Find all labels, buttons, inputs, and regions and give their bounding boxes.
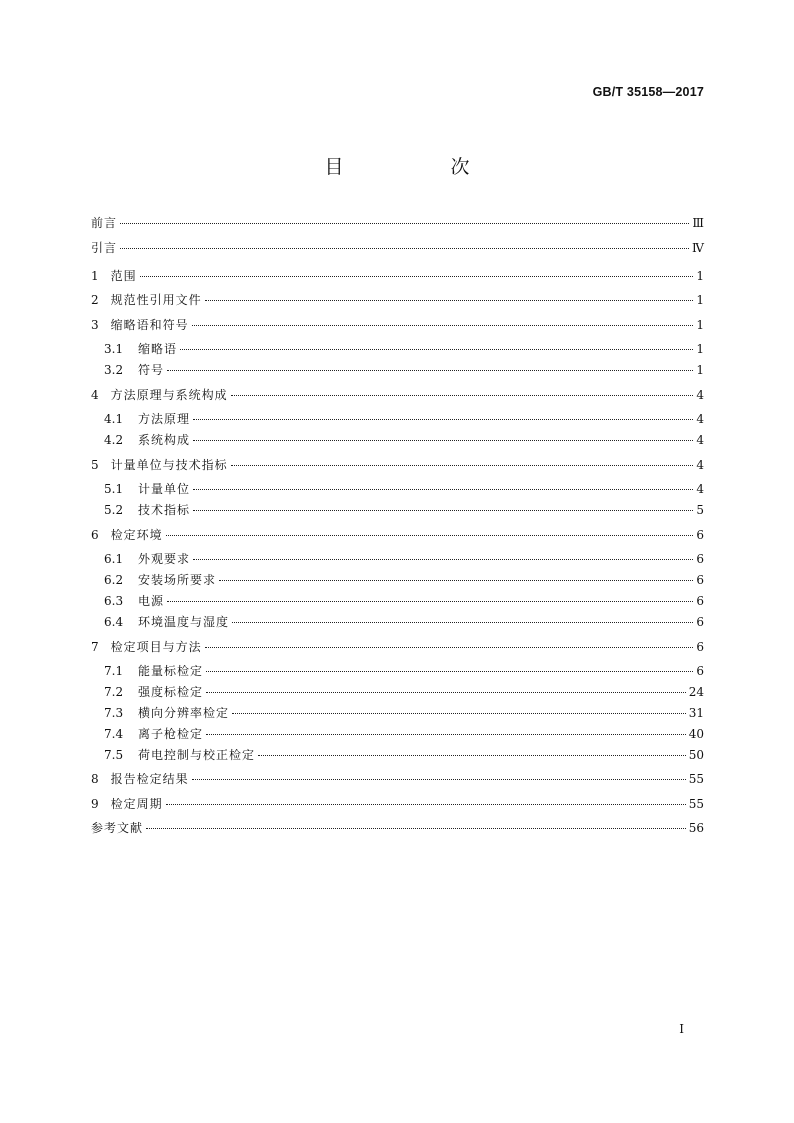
toc-entry-title: 安装场所要求 <box>138 573 217 587</box>
toc-entry-label <box>91 640 202 654</box>
toc-entry-number: 7.1 <box>104 664 124 678</box>
dot-leader <box>231 465 694 466</box>
toc-entry-number: 3.2 <box>104 363 124 377</box>
toc-entry-number: 9 <box>91 797 99 811</box>
toc-entry[interactable] <box>91 318 704 332</box>
toc-entry-title: 环境温度与湿度 <box>138 615 230 629</box>
dot-leader <box>193 419 693 420</box>
toc-entry-page: 4 <box>696 412 704 426</box>
toc-entry[interactable] <box>91 748 704 762</box>
toc-entry-number: 7.2 <box>104 685 124 699</box>
toc-entry[interactable] <box>91 640 704 654</box>
toc-entry-page: 24 <box>688 685 704 699</box>
toc-entry-page: 1 <box>696 318 704 332</box>
toc-entry-page: 50 <box>688 748 704 762</box>
toc-entry-number: 6.2 <box>104 573 124 587</box>
toc-entry-title: 缩略语 <box>138 342 178 356</box>
dot-leader <box>258 755 686 756</box>
toc-entry-page: 6 <box>696 640 704 654</box>
toc-entry-label <box>104 433 190 447</box>
toc-entry[interactable] <box>91 528 704 542</box>
dot-leader <box>167 601 693 602</box>
toc-entry-label <box>91 388 228 402</box>
standard-code: GB/T 35158—2017 <box>592 85 704 99</box>
toc-entry-label <box>104 482 190 496</box>
toc-entry-page: 4 <box>696 433 704 447</box>
toc-entry-number: 1 <box>91 269 99 283</box>
toc-entry[interactable] <box>91 363 704 377</box>
toc-entry-number: 5.2 <box>104 503 124 517</box>
toc-entry-number: 4.1 <box>104 412 124 426</box>
toc-entry[interactable] <box>91 458 704 472</box>
toc-entry-label <box>104 685 203 699</box>
toc-entry-title: 参考文献 <box>91 821 144 835</box>
toc-entry-label <box>104 615 229 629</box>
dot-leader <box>120 248 689 249</box>
toc-entry-title: 电源 <box>138 594 165 608</box>
toc-entry[interactable] <box>91 797 704 811</box>
toc-entry-title: 系统构成 <box>138 433 191 447</box>
toc-entry-title: 技术指标 <box>138 503 191 517</box>
toc-entry[interactable] <box>91 685 704 699</box>
toc-entry-page: 1 <box>696 269 704 283</box>
toc-entry-label <box>91 293 202 307</box>
toc-entry-page: Ⅲ <box>692 216 704 230</box>
dot-leader <box>193 559 693 560</box>
toc-entry-page: 40 <box>688 727 704 741</box>
dot-leader <box>192 779 686 780</box>
toc-entry[interactable] <box>91 664 704 678</box>
page-number: Ⅰ <box>679 1022 684 1036</box>
toc-entry-label <box>91 797 163 811</box>
toc-entry-number: 7.5 <box>104 748 124 762</box>
dot-leader <box>219 580 693 581</box>
toc-entry-number: 5 <box>91 458 99 472</box>
toc-entry[interactable] <box>91 342 704 356</box>
dot-leader <box>166 535 694 536</box>
toc-entry-title: 检定环境 <box>110 528 163 542</box>
toc-entry[interactable] <box>91 706 704 720</box>
toc-entry-title: 方法原理 <box>138 412 191 426</box>
toc-entry-page: 4 <box>696 482 704 496</box>
toc-entry-title: 报告检定结果 <box>110 772 189 786</box>
toc-entry-title: 计量单位与技术指标 <box>110 458 228 472</box>
toc-entry-number: 4 <box>91 388 99 402</box>
toc-entry-page: 4 <box>696 458 704 472</box>
toc-entry[interactable] <box>91 293 704 307</box>
toc-entry-page: 6 <box>696 664 704 678</box>
toc-entry-page: 56 <box>688 821 704 835</box>
dot-leader <box>193 510 693 511</box>
toc-entry-title: 离子枪检定 <box>138 727 204 741</box>
dot-leader <box>167 370 693 371</box>
toc-entry-label <box>91 458 228 472</box>
dot-leader <box>206 734 686 735</box>
toc-entry-title: 计量单位 <box>138 482 191 496</box>
toc-entry-title: 强度标检定 <box>138 685 204 699</box>
toc-entry-label <box>91 216 117 230</box>
toc-entry-label <box>91 269 137 283</box>
toc-entry-number: 7.3 <box>104 706 124 720</box>
toc-entry-title: 检定周期 <box>110 797 163 811</box>
dot-leader <box>232 622 693 623</box>
toc-entry-number: 5.1 <box>104 482 124 496</box>
toc-entry-number: 3.1 <box>104 342 124 356</box>
toc-entry[interactable] <box>91 772 704 786</box>
toc-entry-page: Ⅳ <box>692 241 704 255</box>
toc-entry-label <box>91 241 117 255</box>
toc-entry-page: 6 <box>696 615 704 629</box>
toc-entry-page: 55 <box>688 772 704 786</box>
toc-entry-label <box>104 412 190 426</box>
toc-entry-title: 方法原理与系统构成 <box>110 388 228 402</box>
toc-entry-title: 引言 <box>91 241 118 255</box>
toc-entry-number: 6.1 <box>104 552 124 566</box>
toc-entry[interactable] <box>91 615 704 629</box>
toc-entry-page: 6 <box>696 528 704 542</box>
toc-entry[interactable] <box>91 269 704 283</box>
toc-entry-page: 6 <box>696 573 704 587</box>
toc-entry-title: 外观要求 <box>138 552 191 566</box>
toc-entry-label <box>104 503 190 517</box>
toc-entry-title: 规范性引用文件 <box>110 293 202 307</box>
toc-entry[interactable] <box>91 594 704 608</box>
toc-entry[interactable] <box>91 388 704 402</box>
dot-leader <box>232 713 686 714</box>
toc-entry-number: 7 <box>91 640 99 654</box>
toc-entry[interactable] <box>91 412 704 426</box>
toc-entry-page: 5 <box>696 503 704 517</box>
toc-entry-number: 3 <box>91 318 99 332</box>
toc-entry-number: 7.4 <box>104 727 124 741</box>
toc-entry-title: 符号 <box>138 363 165 377</box>
toc-entry-title: 缩略语和符号 <box>110 318 189 332</box>
toc-entry[interactable] <box>91 216 704 230</box>
toc-entry[interactable] <box>91 573 704 587</box>
dot-leader <box>193 489 693 490</box>
toc-entry-label <box>104 706 229 720</box>
toc-entry-page: 1 <box>696 363 704 377</box>
toc-entry-label <box>104 342 177 356</box>
toc-entry-label <box>91 528 163 542</box>
toc-entry-number: 4.2 <box>104 433 124 447</box>
toc-entry-page: 6 <box>696 594 704 608</box>
dot-leader <box>180 349 693 350</box>
toc-entry[interactable] <box>91 482 704 496</box>
dot-leader <box>146 828 686 829</box>
toc-entry-page: 1 <box>696 342 704 356</box>
toc-entry-label <box>104 363 164 377</box>
toc-entry-label <box>104 664 203 678</box>
toc-entry-title: 能量标检定 <box>138 664 204 678</box>
toc-entry-page: 6 <box>696 552 704 566</box>
page-title: 目 次 <box>324 156 514 178</box>
toc-entry-title: 荷电控制与校正检定 <box>138 748 256 762</box>
dot-leader <box>206 671 693 672</box>
toc-entry-number: 2 <box>91 293 99 307</box>
toc-entry-page: 4 <box>696 388 704 402</box>
toc-entry[interactable] <box>91 241 704 255</box>
toc-entry-label <box>91 318 189 332</box>
toc-entry-title: 前言 <box>91 216 118 230</box>
toc-entry-title: 检定项目与方法 <box>110 640 202 654</box>
dot-leader <box>166 804 686 805</box>
toc-entry-number: 6.3 <box>104 594 124 608</box>
dot-leader <box>193 440 693 441</box>
dot-leader <box>140 276 694 277</box>
dot-leader <box>192 325 694 326</box>
toc-entry[interactable] <box>91 503 704 517</box>
toc-entry-label <box>91 772 189 786</box>
toc-entry[interactable] <box>91 821 704 835</box>
dot-leader <box>206 692 686 693</box>
toc-entry-number: 6 <box>91 528 99 542</box>
toc-entry[interactable] <box>91 552 704 566</box>
toc-entry-label <box>104 573 216 587</box>
toc-entry-page: 31 <box>688 706 704 720</box>
toc-entry-label <box>104 748 255 762</box>
dot-leader <box>205 647 694 648</box>
toc-entry-page: 55 <box>688 797 704 811</box>
toc-entry-label <box>104 727 203 741</box>
toc-entry-title: 横向分辨率检定 <box>138 706 230 720</box>
dot-leader <box>120 223 689 224</box>
toc-entry-label <box>104 594 164 608</box>
toc-entry-number: 8 <box>91 772 99 786</box>
toc-entry-label <box>91 821 143 835</box>
dot-leader <box>205 300 694 301</box>
toc-entry[interactable] <box>91 433 704 447</box>
toc-entry-label <box>104 552 190 566</box>
toc-entry-number: 6.4 <box>104 615 124 629</box>
toc-entry-title: 范围 <box>110 269 137 283</box>
toc-entry-page: 1 <box>696 293 704 307</box>
dot-leader <box>231 395 694 396</box>
toc-entry[interactable] <box>91 727 704 741</box>
